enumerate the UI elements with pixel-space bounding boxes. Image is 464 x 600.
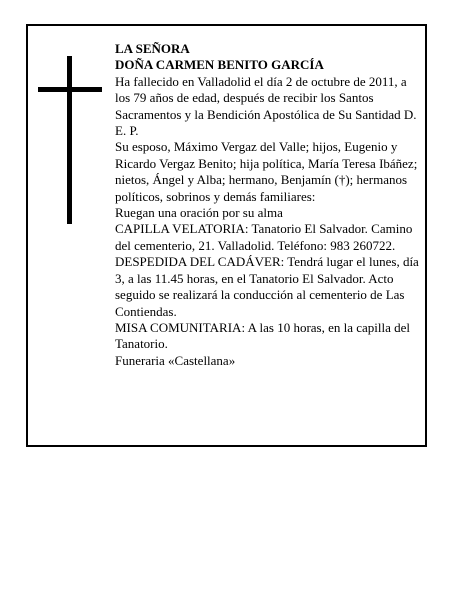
- farewell-details: DESPEDIDA DEL CADÁVER: Tendrá lugar el lunes, día 3, a las 11.45 horas, en el Tanatorio El Salvador. Acto seguido se realizará la conducción al cementerio de Las Contiendas.: [115, 254, 419, 319]
- cross-horizontal-bar: [38, 87, 102, 92]
- deceased-name: DOÑA CARMEN BENITO GARCÍA: [115, 57, 324, 73]
- family-list: Su esposo, Máximo Vergaz del Valle; hijos, Eugenio y Ricardo Vergaz Benito; hija política, María Teresa Ibáñez; nietos, Ángel y Alba; hermano, Benjamín (†); hermanos políticos, sobrinos y demás familiares:: [115, 139, 418, 204]
- notice-title: LA SEÑORA: [115, 41, 190, 56]
- cross-vertical-bar: [67, 56, 72, 224]
- obituary-notice: [26, 24, 427, 447]
- notice-text: [115, 41, 420, 369]
- latin-cross-icon: [38, 56, 102, 224]
- mass-details: MISA COMUNITARIA: A las 10 horas, en la capilla del Tanatorio.: [115, 319, 411, 352]
- funeral-home: Funeraria «Castellana»: [115, 352, 236, 368]
- wake-details: CAPILLA VELATORIA: Tanatorio El Salvador. Camino del cementerio, 21. Valladolid. Teléfono: 983 260722.: [115, 221, 413, 253]
- death-announcement: Ha fallecido en Valladolid el día 2 de octubre de 2011, a los 79 años de edad, después de recibir los Santos Sacramentos y la Bendición Apostólica de Su Santidad D. E. P.: [115, 73, 417, 139]
- prayer-request: Ruegan una oración por su alma: [115, 205, 283, 221]
